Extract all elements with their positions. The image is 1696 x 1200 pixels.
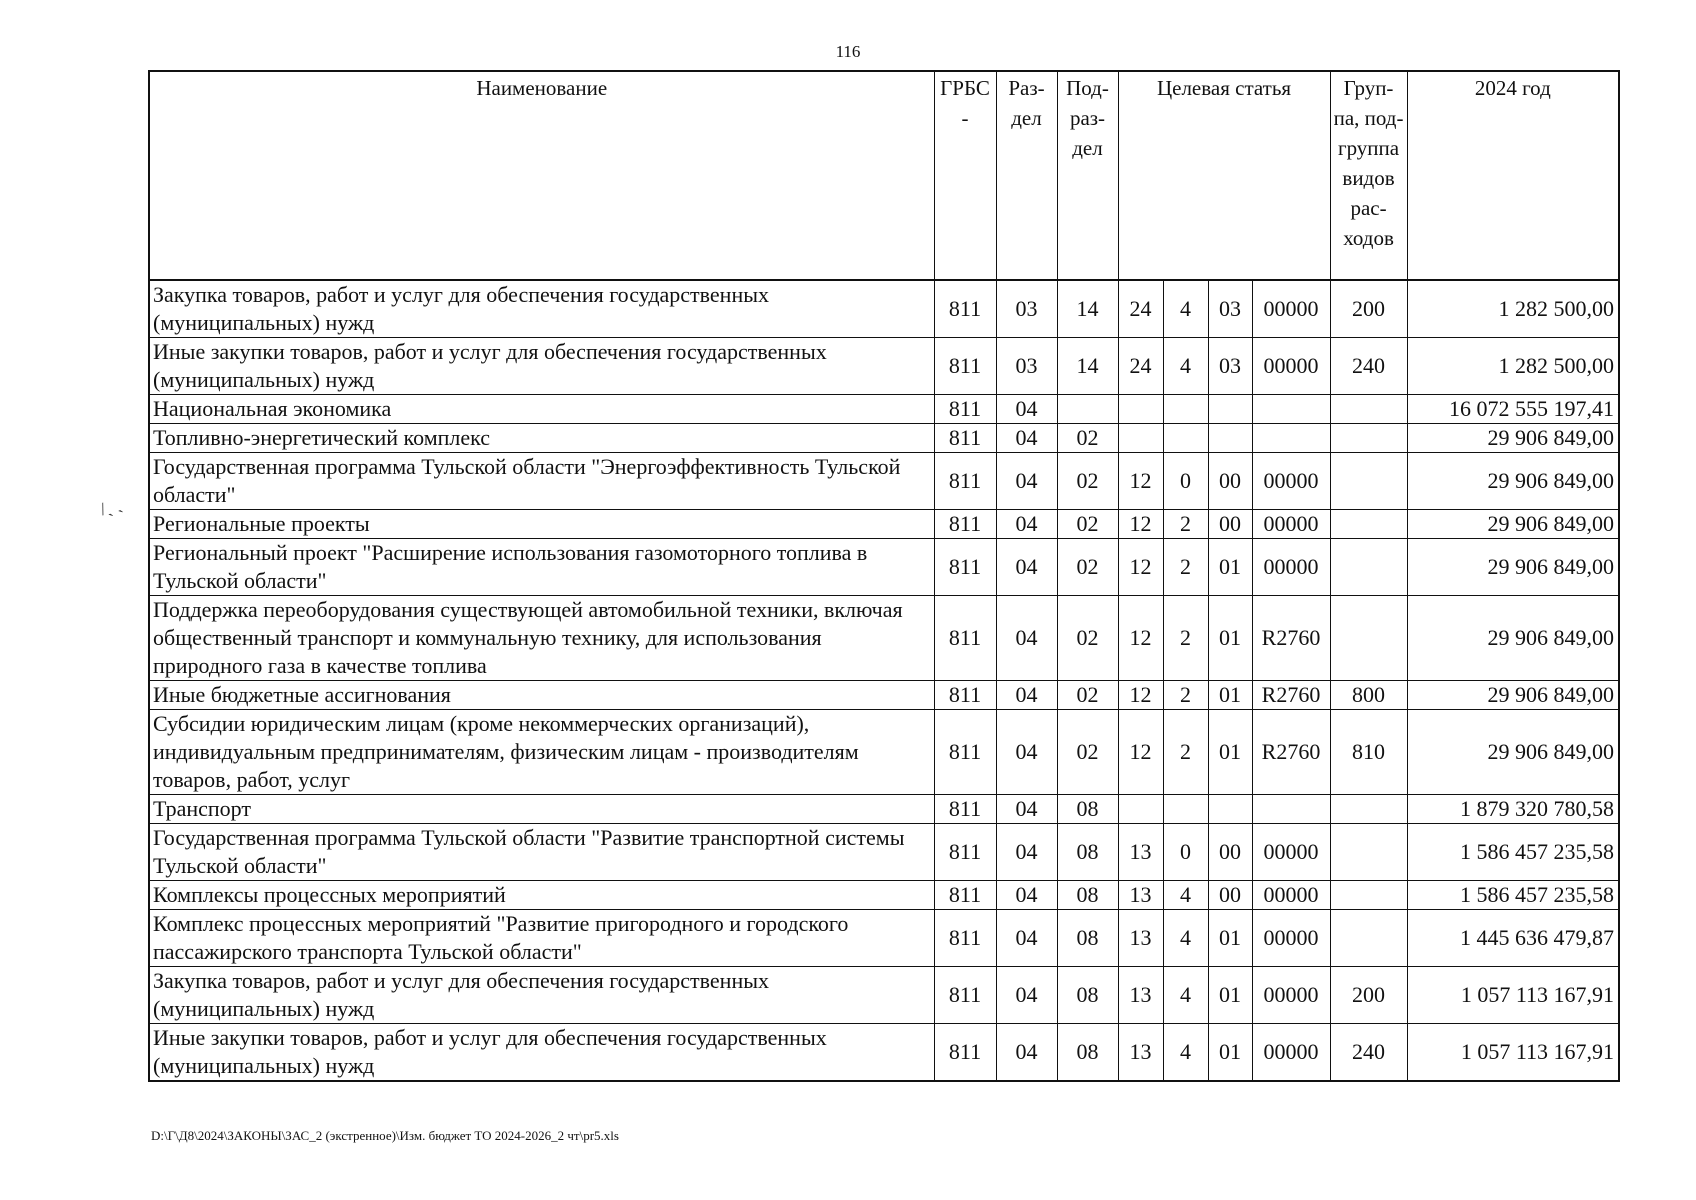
cell-target-structure: 03 [1208,280,1252,338]
cell-target-type: 4 [1163,967,1208,1024]
table-body [149,280,1619,1081]
table-row [149,910,1619,967]
cell-name: Государственная программа Тульской области "Энергоэффективность Тульской области" [149,453,934,510]
cell-target-direction [1252,395,1330,424]
table-row [149,795,1619,824]
cell-target-direction: 00000 [1252,338,1330,395]
cell-grbs: 811 [934,453,996,510]
cell-grbs: 811 [934,681,996,710]
cell-target-program: 13 [1118,910,1163,967]
table-row [149,280,1619,338]
cell-name: Топливно-энергетический комплекс [149,424,934,453]
cell-grbs: 811 [934,824,996,881]
cell-expense-group [1330,596,1407,681]
cell-name: Субсидии юридическим лицам (кроме некоммерческих организаций), индивидуальным предпринимателям, физическим лицам - производителям товаров, работ, услуг [149,710,934,795]
cell-name: Поддержка переоборудования существующей автомобильной техники, включая общественный транспорт и коммунальную технику, для использования природного газа в качестве топлива [149,596,934,681]
budget-table [148,70,1620,1082]
page-number: 116 [835,42,861,61]
cell-expense-group: 240 [1330,338,1407,395]
cell-target-type: 4 [1163,881,1208,910]
cell-target-direction [1252,795,1330,824]
cell-razdel: 04 [996,510,1057,539]
cell-amount: 1 879 320 780,58 [1407,795,1619,824]
cell-target-program: 12 [1118,710,1163,795]
cell-target-direction: 00000 [1252,967,1330,1024]
cell-grbs: 811 [934,710,996,795]
cell-target-program [1118,795,1163,824]
cell-amount: 29 906 849,00 [1407,681,1619,710]
cell-expense-group [1330,510,1407,539]
cell-grbs: 811 [934,1024,996,1082]
table-row [149,1024,1619,1082]
cell-razdel: 04 [996,910,1057,967]
cell-target-program: 13 [1118,881,1163,910]
cell-target-type [1163,424,1208,453]
cell-target-structure: 00 [1208,824,1252,881]
cell-target-program [1118,395,1163,424]
cell-expense-group [1330,795,1407,824]
cell-target-direction: 00000 [1252,1024,1330,1082]
cell-expense-group [1330,395,1407,424]
cell-podrazdel: 08 [1057,910,1118,967]
table-row [149,338,1619,395]
cell-podrazdel: 08 [1057,881,1118,910]
cell-grbs: 811 [934,881,996,910]
footer-file-path: D:\Г\Д8\2024\ЗАКОНЫ\ЗАС_2 (экстренное)\Изм. бюджет ТО 2024-2026_2 чт\pr5.xls [151,1128,619,1143]
cell-target-program: 24 [1118,280,1163,338]
cell-razdel: 04 [996,424,1057,453]
cell-target-type: 4 [1163,338,1208,395]
cell-target-type: 2 [1163,539,1208,596]
cell-podrazdel: 08 [1057,1024,1118,1082]
cell-target-structure: 01 [1208,967,1252,1024]
cell-target-structure: 01 [1208,539,1252,596]
table-row [149,424,1619,453]
cell-expense-group: 200 [1330,967,1407,1024]
cell-target-type: 4 [1163,1024,1208,1082]
cell-grbs: 811 [934,910,996,967]
cell-razdel: 03 [996,280,1057,338]
cell-razdel: 04 [996,596,1057,681]
cell-amount: 1 586 457 235,58 [1407,881,1619,910]
cell-grbs: 811 [934,395,996,424]
cell-target-program [1118,424,1163,453]
cell-podrazdel: 02 [1057,510,1118,539]
cell-razdel: 04 [996,795,1057,824]
cell-expense-group [1330,910,1407,967]
cell-podrazdel: 08 [1057,795,1118,824]
table-row [149,539,1619,596]
cell-target-program: 12 [1118,453,1163,510]
cell-name: Комплекс процессных мероприятий "Развитие пригородного и городского пассажирского транспорта Тульской области" [149,910,934,967]
cell-podrazdel: 08 [1057,967,1118,1024]
cell-target-program: 13 [1118,967,1163,1024]
cell-target-type [1163,395,1208,424]
cell-amount: 29 906 849,00 [1407,424,1619,453]
cell-podrazdel: 14 [1057,280,1118,338]
cell-target-direction: R2760 [1252,710,1330,795]
cell-target-type: 0 [1163,453,1208,510]
cell-name: Региональный проект "Расширение использования газомоторного топлива в Тульской области" [149,539,934,596]
cell-target-structure: 03 [1208,338,1252,395]
cell-name: Иные закупки товаров, работ и услуг для обеспечения государственных (муниципальных) нужд [149,1024,934,1082]
cell-target-direction: 00000 [1252,510,1330,539]
cell-grbs: 811 [934,795,996,824]
cell-grbs: 811 [934,510,996,539]
cell-amount: 29 906 849,00 [1407,453,1619,510]
cell-target-direction: 00000 [1252,881,1330,910]
cell-razdel: 04 [996,824,1057,881]
cell-target-direction: 00000 [1252,824,1330,881]
cell-target-direction: R2760 [1252,681,1330,710]
cell-target-structure: 00 [1208,453,1252,510]
cell-razdel: 04 [996,967,1057,1024]
cell-name: Региональные проекты [149,510,934,539]
cell-podrazdel: 14 [1057,338,1118,395]
cell-name: Национальная экономика [149,395,934,424]
cell-target-type: 4 [1163,910,1208,967]
cell-grbs: 811 [934,967,996,1024]
cell-target-type: 0 [1163,824,1208,881]
cell-grbs: 811 [934,338,996,395]
header-target-article: Целевая статья [1118,71,1330,280]
cell-name: Закупка товаров, работ и услуг для обеспечения государственных (муниципальных) нужд [149,280,934,338]
header-name: Наименование [149,71,934,280]
cell-podrazdel: 02 [1057,539,1118,596]
cell-amount: 1 057 113 167,91 [1407,967,1619,1024]
cell-expense-group [1330,881,1407,910]
cell-expense-group [1330,424,1407,453]
cell-amount: 1 586 457 235,58 [1407,824,1619,881]
cell-razdel: 04 [996,395,1057,424]
table-row [149,881,1619,910]
header-expense-group: Груп-па, под-группа видов рас-ходов [1330,71,1407,280]
cell-expense-group [1330,824,1407,881]
cell-razdel: 04 [996,710,1057,795]
header-razdel: Раз-дел [996,71,1057,280]
cell-target-type [1163,795,1208,824]
cell-name: Транспорт [149,795,934,824]
table-row [149,824,1619,881]
cell-razdel: 04 [996,453,1057,510]
cell-name: Иные бюджетные ассигнования [149,681,934,710]
cell-amount: 16 072 555 197,41 [1407,395,1619,424]
cell-target-direction: 00000 [1252,453,1330,510]
cell-target-direction: 00000 [1252,280,1330,338]
cell-target-structure: 01 [1208,1024,1252,1082]
cell-target-type: 4 [1163,280,1208,338]
cell-podrazdel [1057,395,1118,424]
cell-target-direction [1252,424,1330,453]
cell-target-type: 2 [1163,596,1208,681]
cell-target-structure: 00 [1208,881,1252,910]
table-row [149,395,1619,424]
cell-target-program: 12 [1118,539,1163,596]
cell-podrazdel: 02 [1057,710,1118,795]
cell-target-program: 24 [1118,338,1163,395]
cell-amount: 1 282 500,00 [1407,338,1619,395]
cell-podrazdel: 02 [1057,453,1118,510]
cell-target-structure [1208,395,1252,424]
cell-expense-group: 810 [1330,710,1407,795]
table-row [149,453,1619,510]
cell-expense-group [1330,539,1407,596]
cell-target-structure: 01 [1208,910,1252,967]
cell-target-program: 13 [1118,824,1163,881]
cell-name: Закупка товаров, работ и услуг для обеспечения государственных (муниципальных) нужд [149,967,934,1024]
cell-target-direction: R2760 [1252,596,1330,681]
cell-target-structure: 01 [1208,710,1252,795]
cell-target-structure: 00 [1208,510,1252,539]
cell-expense-group: 200 [1330,280,1407,338]
cell-target-type: 2 [1163,510,1208,539]
cell-target-program: 12 [1118,596,1163,681]
cell-podrazdel: 02 [1057,596,1118,681]
table-row [149,681,1619,710]
table-row [149,510,1619,539]
cell-razdel: 04 [996,681,1057,710]
cell-amount: 29 906 849,00 [1407,596,1619,681]
cell-grbs: 811 [934,539,996,596]
cell-amount: 29 906 849,00 [1407,510,1619,539]
cell-grbs: 811 [934,280,996,338]
cell-expense-group: 240 [1330,1024,1407,1082]
cell-podrazdel: 02 [1057,681,1118,710]
cell-expense-group: 800 [1330,681,1407,710]
handwritten-margin-mark: /ˏ ˏ [97,492,125,520]
cell-target-structure [1208,424,1252,453]
cell-name: Иные закупки товаров, работ и услуг для обеспечения государственных (муниципальных) нужд [149,338,934,395]
table-row [149,710,1619,795]
cell-target-structure: 01 [1208,681,1252,710]
table-row [149,596,1619,681]
cell-podrazdel: 02 [1057,424,1118,453]
cell-podrazdel: 08 [1057,824,1118,881]
header-year: 2024 год [1407,71,1619,280]
cell-target-type: 2 [1163,681,1208,710]
cell-target-direction: 00000 [1252,910,1330,967]
cell-target-structure: 01 [1208,596,1252,681]
cell-amount: 29 906 849,00 [1407,710,1619,795]
table-row [149,967,1619,1024]
cell-target-structure [1208,795,1252,824]
cell-target-program: 13 [1118,1024,1163,1082]
cell-target-program: 12 [1118,681,1163,710]
cell-name: Государственная программа Тульской области "Развитие транспортной системы Тульской области" [149,824,934,881]
cell-target-type: 2 [1163,710,1208,795]
cell-razdel: 04 [996,881,1057,910]
cell-amount: 29 906 849,00 [1407,539,1619,596]
cell-amount: 1 057 113 167,91 [1407,1024,1619,1082]
cell-amount: 1 282 500,00 [1407,280,1619,338]
cell-grbs: 811 [934,424,996,453]
cell-target-direction: 00000 [1252,539,1330,596]
cell-razdel: 04 [996,1024,1057,1082]
cell-razdel: 04 [996,539,1057,596]
cell-name: Комплексы процессных мероприятий [149,881,934,910]
header-grbs: ГРБС - [934,71,996,280]
header-podrazdel: Под-раз-дел [1057,71,1118,280]
table-header [149,71,1619,280]
cell-grbs: 811 [934,596,996,681]
cell-amount: 1 445 636 479,87 [1407,910,1619,967]
cell-target-program: 12 [1118,510,1163,539]
cell-expense-group [1330,453,1407,510]
cell-razdel: 03 [996,338,1057,395]
